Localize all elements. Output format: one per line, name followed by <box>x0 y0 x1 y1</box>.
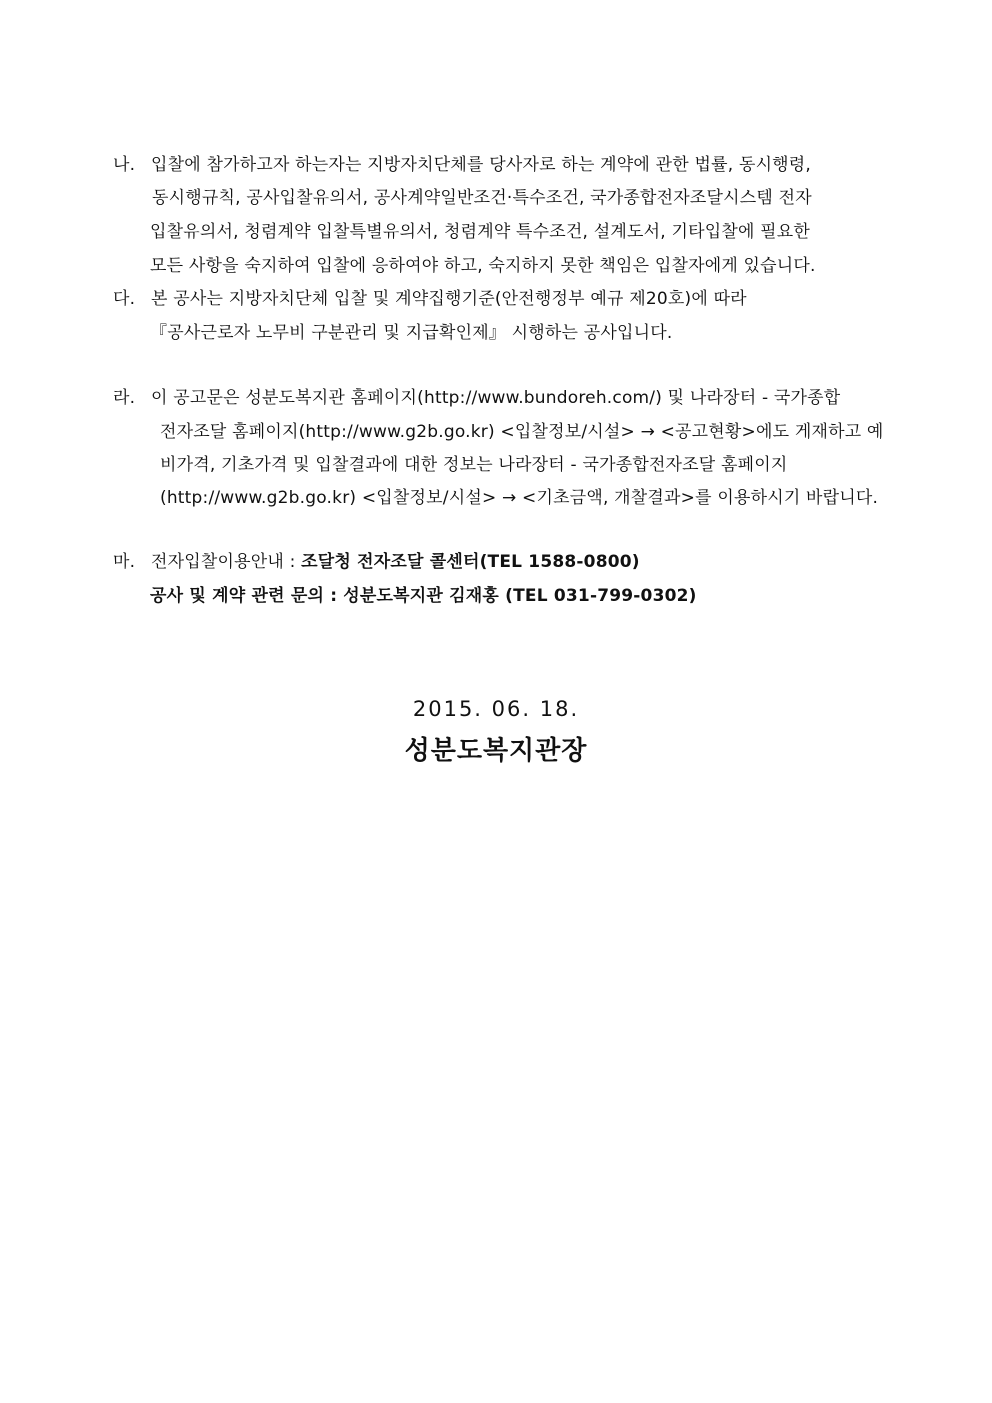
item-na-text-1: 입찰에 참가하고자 하는자는 지방자치단체를 당사자로 하는 계약에 관한 법률, 동시행령, <box>151 155 812 175</box>
item-da-marker: 다. <box>113 289 136 309</box>
item-ra-line-3: 비가격, 기초가격 및 입찰결과에 대한 정보는 나라장터 - 국가종합전자조달 홈페이지 <box>160 455 788 475</box>
item-ma-label: 전자입찰이용안내 : <box>151 552 302 572</box>
item-ra-marker: 라. <box>113 388 136 408</box>
item-da-line-1 <box>113 288 747 310</box>
item-ra-line-1 <box>113 387 840 409</box>
item-na-line-3: 입찰유의서, 청렴계약 입찰특별유의서, 청렴계약 특수조건, 설계도서, 기타입찰에 필요한 <box>150 222 811 242</box>
item-na-line-2: 동시행규칙, 공사입찰유의서, 공사계약일반조건·특수조건, 국가종합전자조달시스템 전자 <box>152 188 812 208</box>
item-ma-marker: 마. <box>113 552 136 572</box>
item-ra-line-2: 전자조달 홈페이지(http://www.g2b.go.kr) <입찰정보/시설> → <공고현황>에도 게재하고 예 <box>160 422 884 442</box>
item-ma-callcenter: 조달청 전자조달 콜센터(TEL 1588-0800) <box>301 552 640 572</box>
item-ra-line-4: (http://www.g2b.go.kr) <입찰정보/시설> → <기초금액, 개찰결과>를 이용하시기 바랍니다. <box>160 488 879 508</box>
item-ma-line-1 <box>113 551 640 573</box>
item-ra-text-1: 이 공고문은 성분도복지관 홈페이지(http://www.bundoreh.com/) 및 나라장터 - 국가종합 <box>151 388 841 408</box>
item-da-line-2: 『공사근로자 노무비 구분관리 및 지급확인제』 시행하는 공사입니다. <box>150 323 673 343</box>
item-na-marker: 나. <box>113 155 136 175</box>
signature-title: 성분도복지관장 <box>404 736 588 766</box>
item-na-line-4: 모든 사항을 숙지하여 입찰에 응하여야 하고, 숙지하지 못한 책임은 입찰자에게 있습니다. <box>150 256 816 276</box>
item-ma-line-2: 공사 및 계약 관련 문의 : 성분도복지관 김재홍 (TEL 031-799-0302) <box>150 586 697 606</box>
document-date: 2015. 06. 18. <box>412 697 580 721</box>
item-na-line-1 <box>113 154 921 176</box>
item-da-text-1: 본 공사는 지방자치단체 입찰 및 계약집행기준(안전행정부 예규 제20호)에 따라 <box>151 289 747 309</box>
